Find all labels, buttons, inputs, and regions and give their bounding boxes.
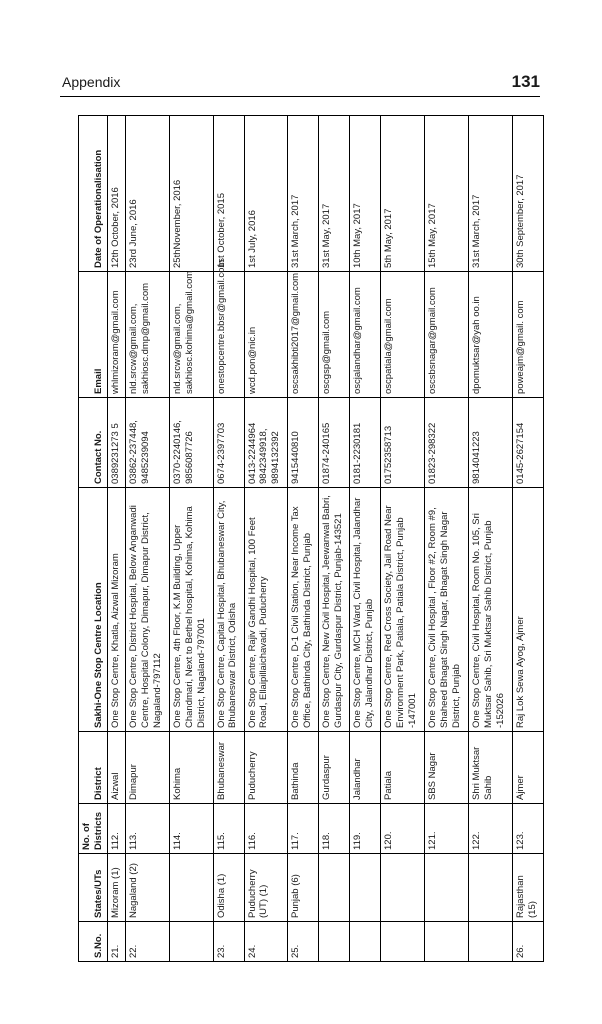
table-body — [107, 116, 543, 962]
cell-contact: 0181-2230181 — [350, 398, 381, 488]
cell-contact: 9415440810 — [288, 398, 319, 488]
cell-date: 12th October, 2016 — [107, 116, 125, 272]
table-row — [350, 116, 381, 962]
table-row — [107, 116, 125, 962]
cell-contact: 9814041223 — [469, 398, 513, 488]
table-row — [213, 116, 244, 962]
cell-location: One Stop Centre, Khatla, Aizwal Mizoram — [107, 488, 125, 732]
cell-num: 123. — [512, 804, 543, 854]
cell-date: 31st March, 2017 — [288, 116, 319, 272]
cell-date: 10th May, 2017 — [350, 116, 381, 272]
cell-num: 112. — [107, 804, 125, 854]
cell-district: Jalandhar — [350, 732, 381, 804]
col-header-email: Email — [79, 272, 108, 398]
cell-contact: 0413-2244964 9842349918, 9894132392 — [244, 398, 288, 488]
cell-district: SBS Nagar — [425, 732, 469, 804]
cell-num: 117. — [288, 804, 319, 854]
table-row — [169, 116, 213, 962]
cell-state — [169, 854, 213, 922]
cell-date: 30th September, 2017 — [512, 116, 543, 272]
cell-state — [350, 854, 381, 922]
cell-contact: 0389231273 5 — [107, 398, 125, 488]
cell-contact: 01752358713 — [381, 398, 425, 488]
cell-sno — [425, 922, 469, 962]
cell-email: whlmizoram@gmail.com — [107, 272, 125, 398]
cell-district: Shri Muktsar Sahib — [469, 732, 513, 804]
cell-date: 31st March, 2017 — [469, 116, 513, 272]
cell-location: One Stop Centre, Civil Hospital, Room No. 105, Sri Muktsar Sahib, Sri Muktsar Sahib District, Punjab -152026 — [469, 488, 513, 732]
cell-district: Kohima — [169, 732, 213, 804]
table-row — [469, 116, 513, 962]
cell-date: 1st July, 2016 — [244, 116, 288, 272]
cell-sno: 24. — [244, 922, 288, 962]
cell-district: Aizwal — [107, 732, 125, 804]
cell-num: 116. — [244, 804, 288, 854]
cell-sno — [381, 922, 425, 962]
cell-sno — [319, 922, 350, 962]
cell-num: 113. — [125, 804, 169, 854]
cell-contact: 0674-2397703 — [213, 398, 244, 488]
cell-date: 25thNovember, 2016 — [169, 116, 213, 272]
cell-email: onestopcentre.bbsr@gmail.com — [213, 272, 244, 398]
cell-state — [381, 854, 425, 922]
cell-email: dpomuktsar@yah oo.in — [469, 272, 513, 398]
cell-num: 122. — [469, 804, 513, 854]
cell-date: 1st October, 2015 — [213, 116, 244, 272]
cell-contact: 0145-2627154 — [512, 398, 543, 488]
cell-state — [469, 854, 513, 922]
col-header-num-districts: No. of Districts — [79, 804, 108, 854]
cell-email: oscgsp@gmail.com — [319, 272, 350, 398]
table-header-row — [79, 116, 108, 962]
cell-num: 120. — [381, 804, 425, 854]
cell-location: One Stop Centre, MCH Ward, Civil Hospital, Jalandhar City, Jalandhar District, Punjab — [350, 488, 381, 732]
cell-sno: 25. — [288, 922, 319, 962]
cell-district: Puducherry — [244, 732, 288, 804]
cell-num: 119. — [350, 804, 381, 854]
cell-state: Punjab (6) — [288, 854, 319, 922]
cell-num: 121. — [425, 804, 469, 854]
cell-district: Gurdaspur — [319, 732, 350, 804]
cell-location: One Stop Centre, Rajiv Gandhi Hospital, 100 Feet Road, Ellaipillaichavadi, Puducherry — [244, 488, 288, 732]
cell-district: Patiala — [381, 732, 425, 804]
header-rule — [60, 96, 540, 97]
col-header-date: Date of Operationalisation — [79, 116, 108, 272]
cell-sno: 23. — [213, 922, 244, 962]
table-row — [319, 116, 350, 962]
cell-location: Raj Lok Sewa Ayog, Ajmer — [512, 488, 543, 732]
cell-state: Nagaland (2) — [125, 854, 169, 922]
table-row — [288, 116, 319, 962]
cell-location: One Stop Centre, D-1 Civil Station, Near Income Tax Office, Bathinda City, Bathinda District, Punjab — [288, 488, 319, 732]
col-header-contact: Contact No. — [79, 398, 108, 488]
cell-email: oscjalandhar@gmail.com — [350, 272, 381, 398]
cell-num: 114. — [169, 804, 213, 854]
cell-location: One Stop Centre, Red Cross Society, Jail Road Near Environment Park, Patiala, Patiala District, Punjab -147001 — [381, 488, 425, 732]
cell-date: 23rd June, 2016 — [125, 116, 169, 272]
cell-email: oscpatiala@gmail.com — [381, 272, 425, 398]
cell-num: 118. — [319, 804, 350, 854]
cell-contact: 01823-298322 — [425, 398, 469, 488]
col-header-location: Sakhi-One Stop Centre Location — [79, 488, 108, 732]
cell-sno — [469, 922, 513, 962]
cell-state: Mizoram (1) — [107, 854, 125, 922]
cell-sno — [169, 922, 213, 962]
table-row — [381, 116, 425, 962]
cell-location: One Stop Centre, Capital Hospital, Bhubaneswar City, Bhubaneswar District, Odisha — [213, 488, 244, 732]
col-header-state: States/UTs — [79, 854, 108, 922]
cell-contact: 01874-240165 — [319, 398, 350, 488]
cell-location: One Stop Centre, District Hospital, Below Anganwadi Centre, Hospital Colony, Dimapur, Dimapur District, Nagaland-797112 — [125, 488, 169, 732]
cell-sno: 21. — [107, 922, 125, 962]
rotated-table-wrapper — [78, 116, 544, 962]
page-number: 131 — [511, 72, 540, 91]
cell-sno: 22. — [125, 922, 169, 962]
cell-district: Ajmer — [512, 732, 543, 804]
cell-email: nld.srcw@gmail.com, sakhiosc.kohima@gmail.com — [169, 272, 213, 398]
table-row — [244, 116, 288, 962]
table-row — [512, 116, 543, 962]
cell-location: One Stop Centre, Civil Hospital , Floor #2, Room #9, Shaheed Bhagat Singh Nagar, Bhagat Singh Nagar District, Punjab — [425, 488, 469, 732]
cell-contact: 03862-237448, 9485239094 — [125, 398, 169, 488]
cell-state: Odisha (1) — [213, 854, 244, 922]
cell-email: oscsbsnagar@gmail.com — [425, 272, 469, 398]
cell-sno — [350, 922, 381, 962]
running-header-title: Appendix — [62, 74, 121, 90]
cell-sno: 26. — [512, 922, 543, 962]
cell-email: nld.srcw@gmail.com, sakhiosc.dmp@gmail.com — [125, 272, 169, 398]
cell-location: One Stop Centre, 4th Floor, K.M Building, Upper Chandmari, Next to Bethel hospital, Kohima, Kohima District, Nagaland-797001 — [169, 488, 213, 732]
cell-email: poweajm@gmail. com — [512, 272, 543, 398]
cell-state: Rajasthan (15) — [512, 854, 543, 922]
one-stop-centre-table — [78, 115, 544, 962]
cell-email: wcd.pon@nic.in — [244, 272, 288, 398]
cell-district: Bhubaneswar — [213, 732, 244, 804]
cell-date: 15th May, 2017 — [425, 116, 469, 272]
cell-state: Puducherry (UT) (1) — [244, 854, 288, 922]
table-row — [425, 116, 469, 962]
cell-district: Bathinda — [288, 732, 319, 804]
col-header-district: District — [79, 732, 108, 804]
cell-state — [425, 854, 469, 922]
cell-location: One Stop Centre, New Civil Hospital, Jeewanwal Babri, Gurdaspur City, Gurdaspur District, Punjab-143521 — [319, 488, 350, 732]
cell-num: 115. — [213, 804, 244, 854]
cell-date: 5th May, 2017 — [381, 116, 425, 272]
cell-contact: 0370-2240146, 9856087726 — [169, 398, 213, 488]
cell-email: oscsakhibti2017@gmail.com — [288, 272, 319, 398]
cell-state — [319, 854, 350, 922]
table-row — [125, 116, 169, 962]
cell-date: 31st May, 2017 — [319, 116, 350, 272]
cell-district: Dimapur — [125, 732, 169, 804]
col-header-sno: S.No. — [79, 922, 108, 962]
